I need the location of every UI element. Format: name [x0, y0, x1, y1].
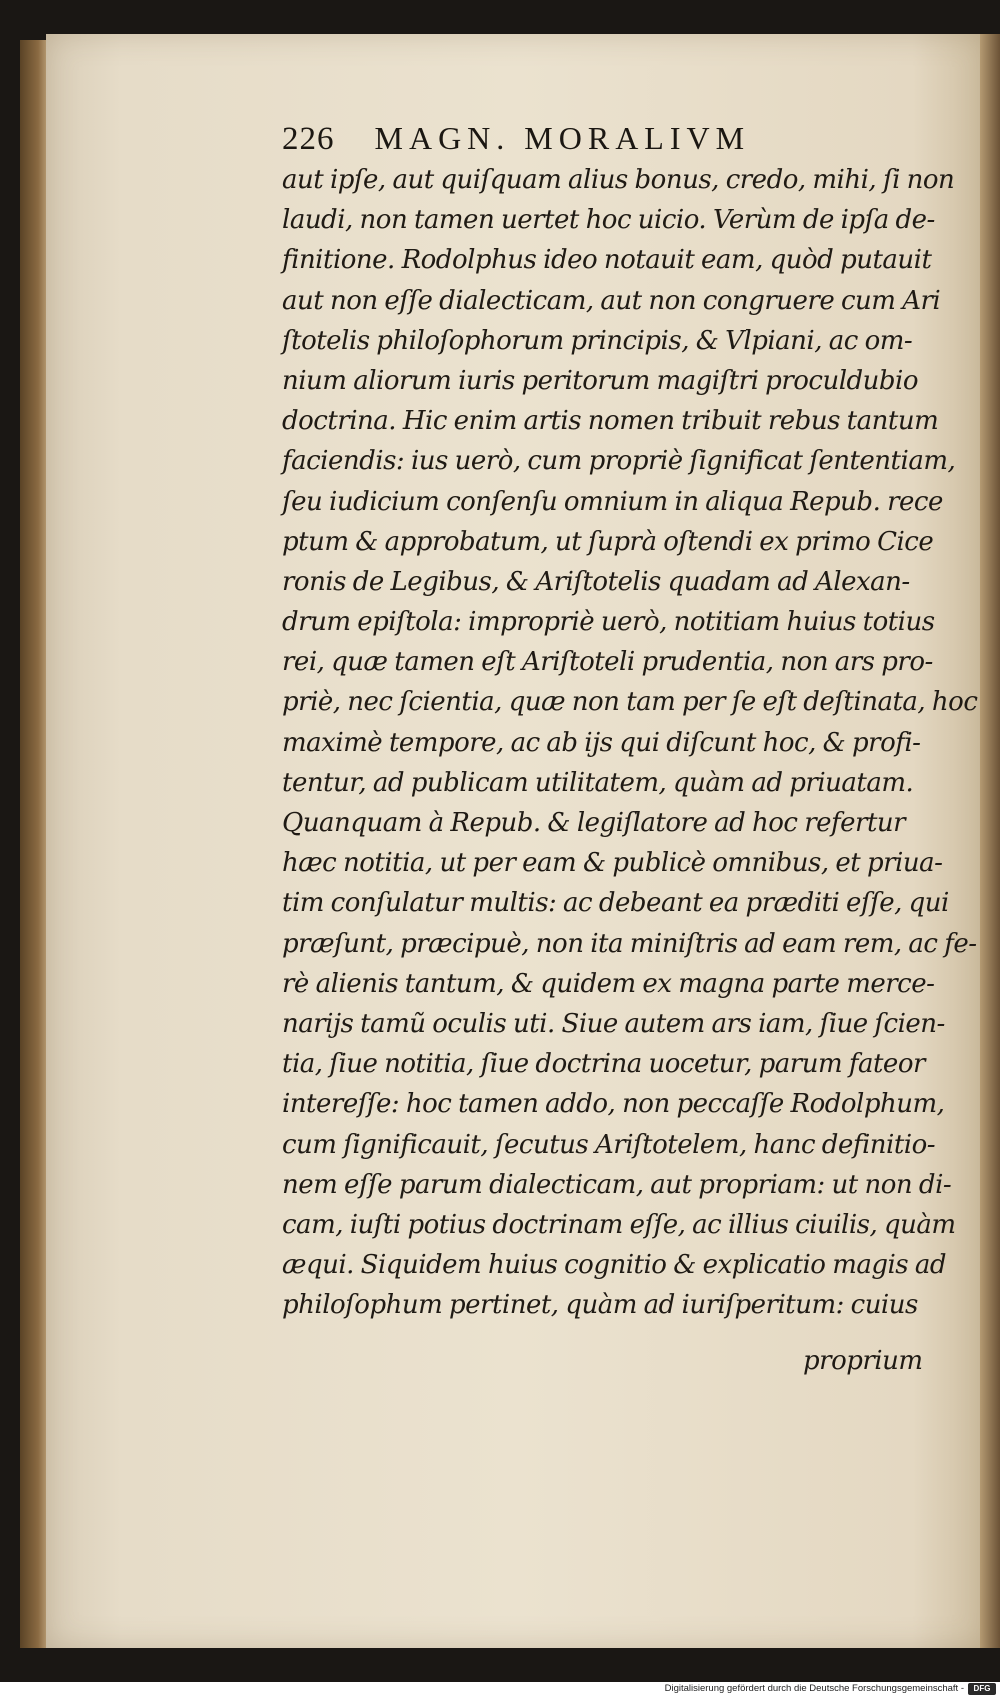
text-line: hæc notitia, ut per eam & publicè omnibus, et priua-	[282, 848, 943, 879]
text-line: cum ſignificauit, ſecutus Ariſtotelem, hanc definitio-	[282, 1129, 936, 1160]
text-line: tia, ſiue notitia, ſiue doctrina uocetur, parum fateor	[282, 1049, 925, 1080]
text-line: aut non eſſe dialecticam, aut non congruere cum Ari	[282, 285, 941, 316]
text-line: narijs tamũ oculis uti. Siue autem ars iam, ſiue ſcien-	[282, 1008, 945, 1039]
book-edge-right	[980, 34, 1000, 1648]
page-number: 226	[282, 121, 335, 157]
text-line: cam, iuſti potius doctrinam eſſe, ac illius ciuilis, quàm	[282, 1209, 956, 1240]
funding-credit: Digitalisierung gefördert durch die Deutsche Forschungsgemeinschaft -	[664, 1683, 964, 1694]
body-text	[282, 160, 978, 1325]
text-line: finitione. Rodolphus ideo notauit eam, quòd putauit	[282, 245, 932, 276]
text-line: nem eſſe parum dialecticam, aut propriam: ut non di-	[282, 1169, 952, 1200]
text-line: aut ipſe, aut quiſquam alius bonus, credo, mihi, ſi non	[282, 165, 955, 195]
text-line: rè alienis tantum, & quidem ex magna parte merce-	[282, 968, 935, 999]
text-line: Quanquam à Repub. & legiſlatore ad hoc refertur	[282, 808, 906, 838]
text-line: doctrina. Hic enim artis nomen tribuit rebus tantum	[282, 406, 939, 437]
text-line: priè, nec ſcientia, quæ non tam per ſe eſt deſtinata, hoc	[282, 687, 978, 718]
text-line: maximè tempore, ac ab ijs qui diſcunt hoc, & profi-	[282, 727, 921, 758]
dfg-logo: DFG	[968, 1683, 996, 1695]
text-line: tentur, ad publicam utilitatem, quàm ad priuatam.	[282, 767, 914, 798]
catchword: proprium	[803, 1346, 923, 1376]
text-line: drum epiſtola: impropriè uerò, notitiam huius totius	[282, 607, 935, 638]
text-line: ptum & approbatum, ut ſuprà oſtendi ex primo Cice	[282, 526, 934, 557]
text-line: ſtotelis philoſophorum principis, & Vlpiani, ac om-	[282, 325, 913, 356]
text-line: ſeu iudicium conſenſu omnium in aliqua Repub. rece	[282, 486, 943, 517]
running-head: MAGN. MORALIVM	[374, 120, 751, 156]
text-line: rei, quæ tamen eſt Ariſtoteli prudentia, non ars pro-	[282, 647, 933, 678]
text-line: tim conſulatur multis: ac debeant ea præditi eſſe, qui	[282, 888, 949, 919]
page-header	[282, 120, 892, 158]
text-line: nium aliorum iuris peritorum magiſtri proculdubio	[282, 365, 919, 396]
text-line: intereſſe: hoc tamen addo, non peccaſſe Rodolphum,	[282, 1089, 945, 1120]
text-line: ronis de Legibus, & Ariſtotelis quadam ad Alexan-	[282, 566, 910, 597]
text-line: æqui. Siquidem huius cognitio & explicatio magis ad	[282, 1250, 947, 1281]
text-line: præſunt, præcipuè, non ita miniſtris ad eam rem, ac fe-	[282, 928, 977, 959]
text-line: laudi, non tamen uertet hoc uicio. Verùm de ipſa de-	[282, 205, 935, 236]
text-line: faciendis: ius uerò, cum propriè ſignificat ſententiam,	[282, 446, 956, 477]
text-line: philoſophum pertinet, quàm ad iuriſperitum: cuius	[282, 1290, 918, 1321]
